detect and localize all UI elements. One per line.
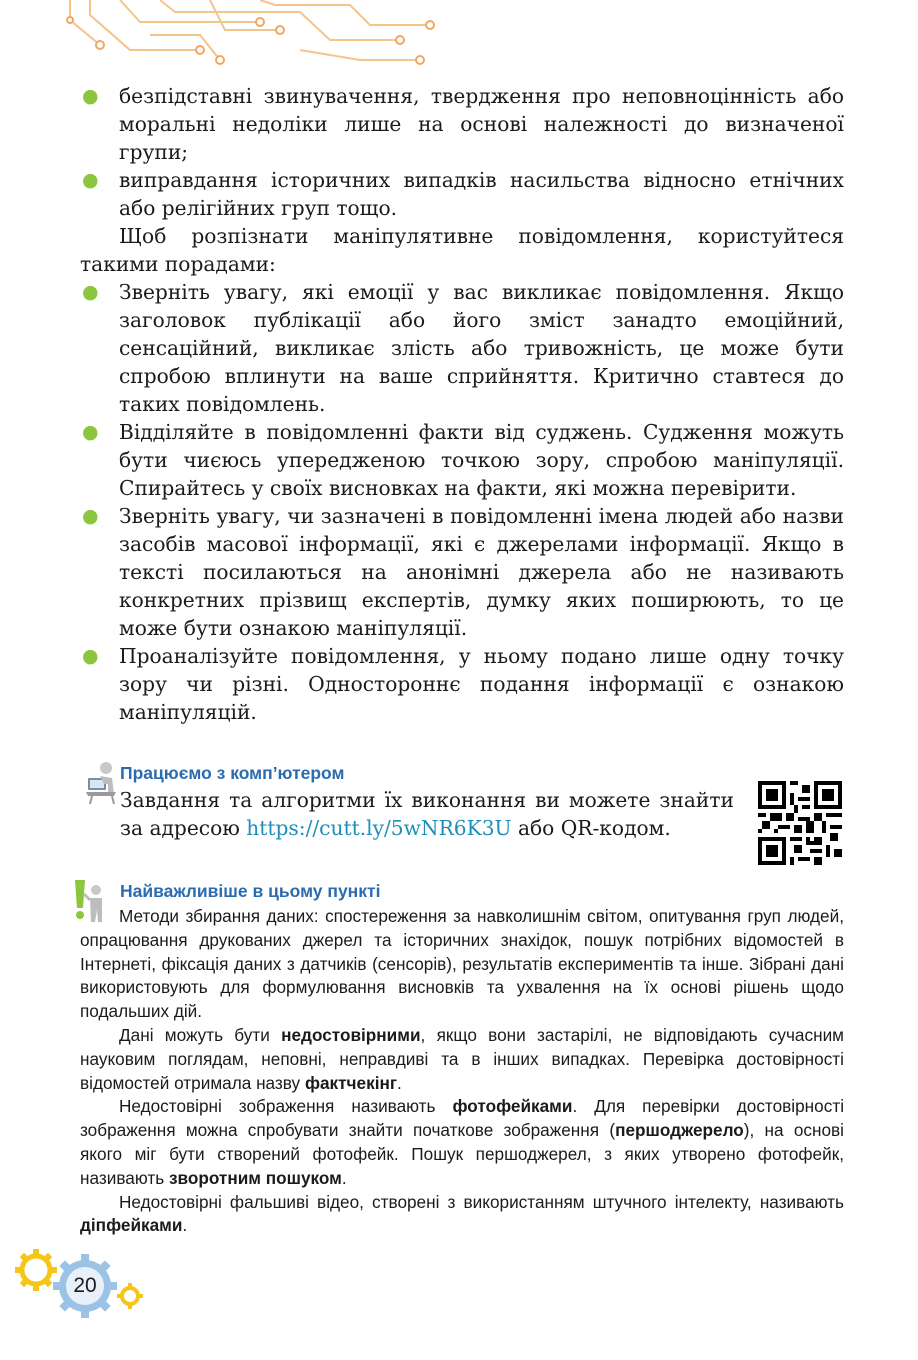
bullet-icon: ● bbox=[82, 645, 99, 667]
list-item: ● Зверніть увагу, які емоції у вас викликає повідомлення. Якщо заголовок публікації або його зміст занадто емоційний, сенсаційний, викликає злість або тривожність, це може бути спробою вплинути на ваше сприйняття. Критично ставтеся до таких повідомлень. bbox=[82, 280, 844, 416]
summary-section-text bbox=[80, 905, 844, 1238]
computer-section-title: Працюємо з комп’ютером bbox=[120, 763, 345, 783]
list-item: ● Проаналізуйте повідомлення, у ньому подано лише одну точку зору чи різні. Одностороннє подання інформації є ознакою маніпуляцій. bbox=[82, 644, 844, 724]
summary-paragraph: Дані можуть бути недостовірними, якщо вони застарілі, не відповідають сучасним науковим поглядам, неповні, неправдиві та в інших випадках. Перевірка достовірності відомостей отримала назву фактчекінг. bbox=[80, 1024, 844, 1093]
computer-user-icon bbox=[78, 760, 118, 804]
page-number: 20 bbox=[73, 1274, 97, 1297]
bullet-icon: ● bbox=[82, 85, 99, 107]
cutt-ly-link[interactable]: https://cutt.ly/5wNR6K3U bbox=[246, 816, 512, 840]
list-item: ● Зверніть увагу, чи зазначені в повідомленні імена людей або назви засобів масової інформації, які є джерелами інформації. Якщо в тексті посилаються на анонімні джерела або не називають конкретних прізвищ експертів, думку яких поширюють, то це може бути ознакою маніпуляції. bbox=[82, 504, 844, 640]
summary-paragraph: Недостовірні зображення називають фотофейками. Для перевірки достовірності зображення можна спробувати знайти початкове зображення (першоджерело), на основі якого міг бути створений фотофейк. Пошук першоджерел, з яких утворено фотофейк, називають зворотним пошуком. bbox=[80, 1096, 845, 1188]
bullet-icon: ● bbox=[82, 421, 99, 443]
computer-section-text: Завдання та алгоритми їх виконання ви можете знайти за адресою https://cutt.ly/5wNR6K3U або QR-кодом. bbox=[120, 788, 734, 840]
bullet-icon: ● bbox=[82, 169, 99, 191]
summary-paragraph: Методи збирання даних: спостереження за навколишнім світом, опитування груп людей, опрацювання друкованих джерел та історичних знахідок, пошук потрібних відомостей в Інтернеті, фіксація даних з датчиків (сенсорів), результатів експериментів та інше. Зібрані дані використовують для формулювання висновків та ухвалення на їх основі рішень щодо подальших дій. bbox=[80, 906, 844, 1022]
bullet-icon: ● bbox=[82, 505, 99, 527]
summary-paragraph: Недостовірні фальшиві відео, створені з використанням штучного інтелекту, називають діпфейками. bbox=[80, 1191, 844, 1236]
bullet-icon: ● bbox=[82, 281, 99, 303]
manipulation-signs-list bbox=[80, 82, 844, 726]
list-item: ● виправдання історичних випадків насильства відносно етнічних або релігійних груп тощо. bbox=[82, 168, 844, 220]
list-item: ● Відділяйте в повідомленні факти від суджень. Судження можуть бути чиєюсь упередженою точкою зору, спробою маніпуляції. Спирайтесь у своїх висновках на факти, які можна перевірити. bbox=[82, 420, 844, 500]
qr-code[interactable] bbox=[758, 781, 842, 865]
circuit-decoration bbox=[0, 0, 440, 70]
summary-section-title: Найважливіше в цьому пункті bbox=[120, 881, 381, 901]
list-item: ● безпідставні звинувачення, твердження про неповноцінність або моральні недоліки лише на основі належності до визначеної групи; bbox=[82, 84, 844, 164]
intro-paragraph: Щоб розпізнати маніпулятивне повідомлення, користуйтеся такими порадами: bbox=[80, 224, 844, 276]
